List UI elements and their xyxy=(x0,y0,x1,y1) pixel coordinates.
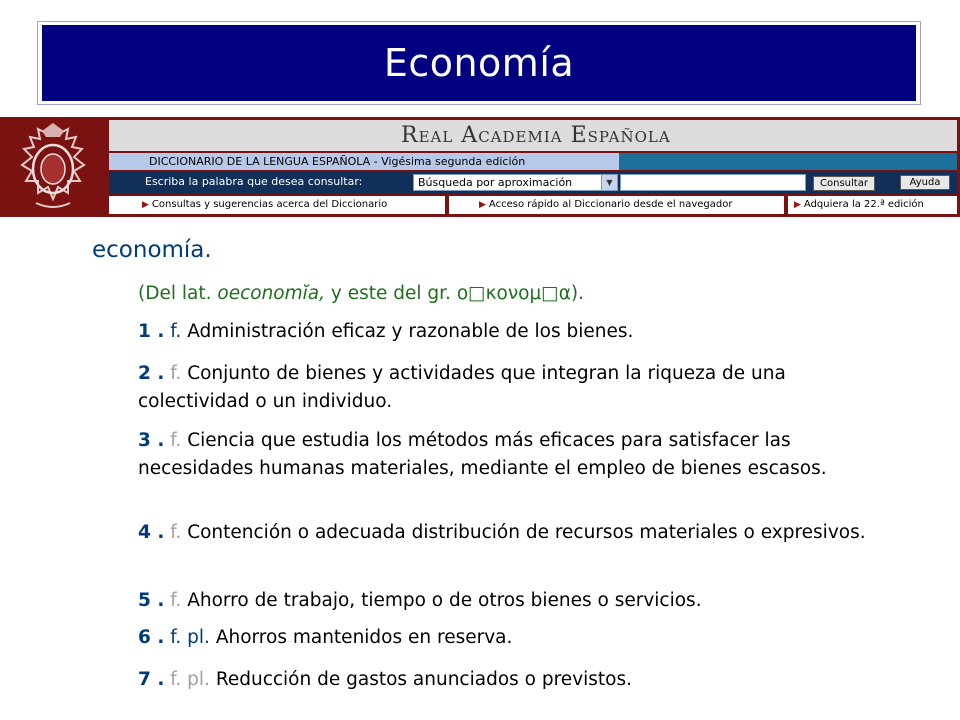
definition-5 xyxy=(138,587,898,615)
definition-number: 6 . xyxy=(138,627,165,648)
dictionary-edition-text: DICCIONARIO DE LA LENGUA ESPAÑOLA - Vigésima segunda edición xyxy=(149,155,526,168)
etymology-latin: oeconomĭa, xyxy=(217,283,325,304)
arrow-right-icon: ▶ xyxy=(794,200,801,210)
search-label: Escriba la palabra que desea consultar: xyxy=(145,175,363,188)
rae-banner xyxy=(109,120,957,151)
definition-text: Contención o adecuada distribución de recursos materiales o expresivos. xyxy=(187,522,866,543)
link-adquiera-label: Adquiera la 22.ª edición xyxy=(803,199,924,210)
definition-number: 1 . xyxy=(138,321,165,342)
dictionary-row xyxy=(109,153,957,170)
definition-abbr: f. xyxy=(170,590,182,611)
definition-2 xyxy=(138,360,898,416)
headword: economía. xyxy=(92,237,212,263)
rae-crest-icon xyxy=(2,119,104,215)
definition-text: Conjunto de bienes y actividades que integran la riqueza de una colectividad o un individuo. xyxy=(138,363,786,412)
definition-number: 5 . xyxy=(138,590,165,611)
definition-number: 3 . xyxy=(138,430,165,451)
arrow-right-icon: ▶ xyxy=(479,200,486,210)
slide-title-box xyxy=(42,25,916,101)
definition-text: Ahorros mantenidos en reserva. xyxy=(215,627,513,648)
definition-abbr: f. xyxy=(170,430,182,451)
definition-7 xyxy=(138,666,898,694)
definition-abbr: f. xyxy=(170,522,182,543)
definition-text: Ciencia que estudia los métodos más eficaces para satisfacer las necesidades humanas materiales, mediante el empleo de bienes escasos. xyxy=(138,430,827,479)
definition-abbr: f. pl. xyxy=(170,627,210,648)
link-acceso-rapido-label: Acceso rápido al Diccionario desde el navegador xyxy=(488,199,733,210)
definition-6 xyxy=(138,624,898,652)
definition-abbr: f. pl. xyxy=(170,669,210,690)
rae-crest-panel xyxy=(0,117,106,217)
definition-text: Ahorro de trabajo, tiempo o de otros bienes o servicios. xyxy=(187,590,702,611)
definition-number: 2 . xyxy=(138,363,165,384)
link-adquiera[interactable] xyxy=(788,196,957,214)
links-row xyxy=(109,196,957,214)
definition-number: 4 . xyxy=(138,522,165,543)
search-row xyxy=(109,171,957,194)
definition-text: Administración eficaz y razonable de los bienes. xyxy=(187,321,634,342)
consultar-button[interactable]: Consultar xyxy=(813,176,875,191)
search-mode-select[interactable] xyxy=(413,174,618,191)
definition-abbr: f. xyxy=(170,321,182,342)
definition-number: 7 . xyxy=(138,669,165,690)
definition-3 xyxy=(138,427,898,483)
arrow-right-icon: ▶ xyxy=(142,200,149,210)
etymology-suffix: y este del gr. ο□κονομ□α). xyxy=(330,283,585,304)
slide-title: Economía xyxy=(383,41,575,85)
link-consultas[interactable] xyxy=(109,196,445,214)
etymology xyxy=(138,283,584,304)
word-input[interactable] xyxy=(620,174,806,191)
rae-search-panel xyxy=(106,117,960,217)
etymology-prefix: (Del lat. xyxy=(138,283,212,304)
rae-banner-text: Real Academia Española xyxy=(401,123,671,148)
definition-text: Reducción de gastos anunciados o previstos. xyxy=(215,669,633,690)
ayuda-button[interactable]: Ayuda xyxy=(900,175,950,190)
dictionary-edition-label xyxy=(109,153,619,170)
definition-4 xyxy=(138,519,898,547)
dictionary-row-filler xyxy=(619,153,957,170)
definition-1 xyxy=(138,318,898,346)
search-mode-value: Búsqueda por aproximación xyxy=(418,176,573,189)
rae-header xyxy=(0,117,960,217)
slide-title-frame xyxy=(37,21,921,105)
link-consultas-label: Consultas y sugerencias acerca del Diccionario xyxy=(151,199,388,210)
link-acceso-rapido[interactable] xyxy=(449,196,784,214)
definition-abbr: f. xyxy=(170,363,182,384)
chevron-down-icon[interactable]: ▼ xyxy=(601,175,617,190)
